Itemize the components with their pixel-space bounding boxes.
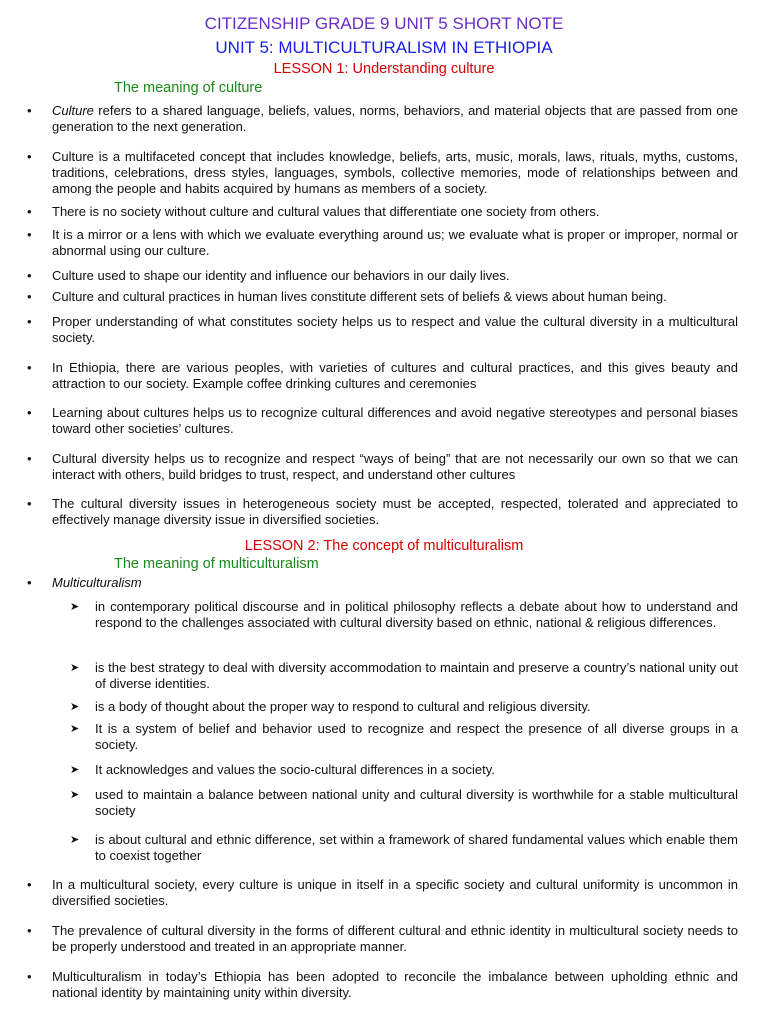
bullet-dot: • <box>27 227 32 242</box>
culture-term: Culture <box>52 103 94 118</box>
bullet-dot: • <box>27 289 32 304</box>
bullet-item: Learning about cultures helps us to recognize cultural differences and avoid negative stereotypes and personal biases toward other societies’ cultures. <box>52 405 738 436</box>
bullet-dot: • <box>27 451 32 466</box>
bullet-item: It is a mirror or a lens with which we evaluate everything around us; we evaluate what is proper or improper, normal or abnormal using our culture. <box>52 227 738 258</box>
arrow-bullet-icon: ➤ <box>70 834 80 846</box>
bullet-dot: • <box>27 923 32 938</box>
multiculturalism-term: Multiculturalism <box>52 575 142 590</box>
bullet-dot: • <box>27 877 32 892</box>
sub-bullet-item: in contemporary political discourse and in political philosophy reflects a debate about how to understand and respond to the challenges associated with cultural diversity based on ethnic, national & religious differences. <box>95 599 738 630</box>
bullet-item: Cultural diversity helps us to recognize and respect “ways of being” that are not necessarily our own so that we can interact with others, build bridges to trust, respect, and understand other cultures <box>52 451 738 482</box>
document-title: CITIZENSHIP GRADE 9 UNIT 5 SHORT NOTE <box>204 14 564 33</box>
bullet-dot: • <box>27 496 32 511</box>
arrow-bullet-icon: ➤ <box>70 764 80 776</box>
bullet-dot: • <box>27 268 32 283</box>
bullet-item: The cultural diversity issues in heterogeneous society must be accepted, respected, tolerated and appreciated to effectively manage diversity issue in diversified societies. <box>52 496 738 527</box>
bullet-item: Culture and cultural practices in human lives constitute different sets of beliefs & views about human being. <box>52 289 667 304</box>
arrow-bullet-icon: ➤ <box>70 601 80 613</box>
sub-bullet-item: It is a system of belief and behavior used to recognize and respect the presence of all diverse groups in a society. <box>95 721 738 752</box>
bullet-item: In a multicultural society, every culture is unique in itself in a specific society and cultural uniformity is uncommon in diversified societies. <box>52 877 738 908</box>
lesson1-heading: LESSON 1: Understanding culture <box>273 61 495 77</box>
unit-title: UNIT 5: MULTICULTURALISM IN ETHIOPIA <box>215 38 553 57</box>
bullet-item: Proper understanding of what constitutes society helps us to respect and value the cultural diversity in a multicultural society. <box>52 314 738 345</box>
lesson2-subheading: The meaning of multiculturalism <box>114 556 319 572</box>
sub-bullet-item: is the best strategy to deal with diversity accommodation to maintain and preserve a country’s national unity out of diverse identities. <box>95 660 738 691</box>
bullet-dot: • <box>27 969 32 984</box>
bullet-dot: • <box>27 405 32 420</box>
bullet-item: The prevalence of cultural diversity in the forms of different cultural and ethnic identity in multicultural society needs to be properly understood and treated in an appropriate manner. <box>52 923 738 954</box>
lesson1-subheading: The meaning of culture <box>114 80 263 96</box>
lesson2-heading: LESSON 2: The concept of multiculturalism <box>244 538 524 554</box>
bullet-dot: • <box>27 575 32 590</box>
sub-bullet-item: is a body of thought about the proper way to respond to cultural and religious diversity. <box>95 699 591 714</box>
culture-definition-text: refers to a shared language, beliefs, values, norms, behaviors, and material objects that are passed from one generation to the next generation. <box>52 103 738 134</box>
bullet-dot: • <box>27 314 32 329</box>
bullet-item: In Ethiopia, there are various peoples, with varieties of cultures and cultural practices, and this gives beauty and attraction to our society. Example coffee drinking cultures and ceremonies <box>52 360 738 391</box>
bullet-dot: • <box>27 149 32 164</box>
bullet-item: Multiculturalism in today’s Ethiopia has been adopted to reconcile the imbalance between upholding ethnic and national identity by maintaining unity within diversity. <box>52 969 738 1000</box>
bullet-item: There is no society without culture and cultural values that differentiate one society from others. <box>52 204 600 219</box>
bullet-item: Culture used to shape our identity and influence our behaviors in our daily lives. <box>52 268 510 283</box>
bullet-dot: • <box>27 360 32 375</box>
bullet-dot: • <box>27 103 32 118</box>
culture-definition <box>52 103 738 135</box>
bullet-item: Culture is a multifaceted concept that includes knowledge, beliefs, arts, music, morals, laws, rituals, myths, customs, traditions, celebrations, dress styles, languages, symbols, collective memories, mode of relationships between and among the people and habits acquired by humans as members of a society. <box>52 149 738 196</box>
arrow-bullet-icon: ➤ <box>70 662 80 674</box>
sub-bullet-item: It acknowledges and values the socio-cultural differences in a society. <box>95 762 495 777</box>
arrow-bullet-icon: ➤ <box>70 723 80 735</box>
sub-bullet-item: is about cultural and ethnic difference, set within a framework of shared fundamental values which enable them to coexist together <box>95 832 738 863</box>
arrow-bullet-icon: ➤ <box>70 701 80 713</box>
bullet-dot: • <box>27 204 32 219</box>
sub-bullet-item: used to maintain a balance between national unity and cultural diversity is worthwhile for a stable multicultural society <box>95 787 738 818</box>
arrow-bullet-icon: ➤ <box>70 789 80 801</box>
